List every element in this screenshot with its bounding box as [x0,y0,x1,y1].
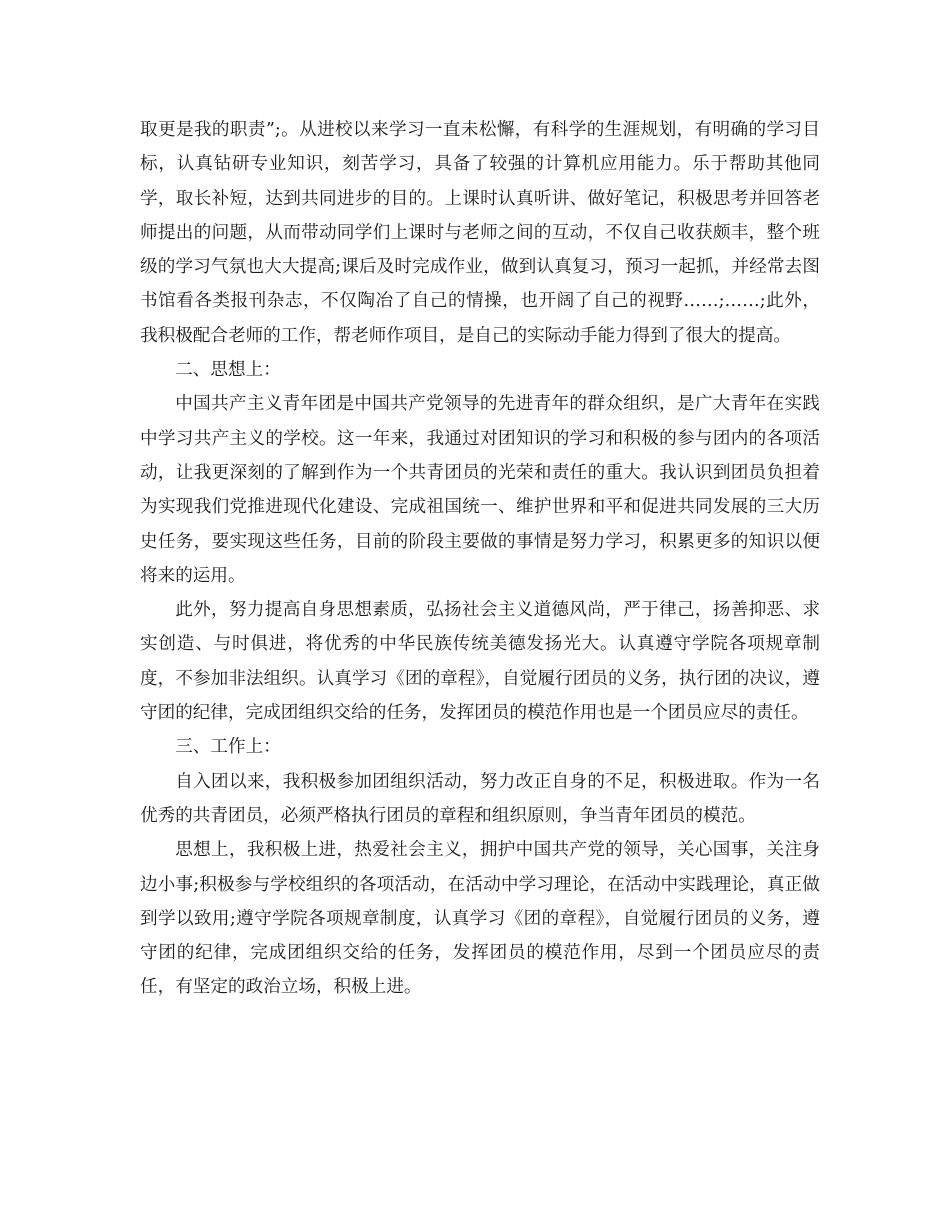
section-heading-work: 三、工作上： [175,737,281,758]
paragraph-work-thought: 思想上，我积极上进，热爱社会主义，拥护中国共产党的领导，关心国事，关注身边小事;积极参与学校组织的各项活动，在活动中学习理论，在活动中实践理论，真正做到学以致用;遵守学院各项规章制度，认真学习《团的章程》，自觉履行团员的义务，遵守团的纪律，完成团组织交给的任务，发挥团员的模范作用，尽到一个团员应尽的责任，有坚定的政治立场，积极上进。 [140,840,820,998]
paragraph-thought-morality: 此外，努力提高自身思想素质，弘扬社会主义道德风尚，严于律己，扬善抑恶、求实创造、与时俱进，将优秀的中华民族传统美德发扬光大。认真遵守学院各项规章制度，不参加非法组织。认真学习《团的章程》，自觉履行团员的义务，执行团的决议，遵守团的纪律，完成团组织交给的任务，发挥团员的模范作用也是一个团员应尽的责任。 [140,600,820,724]
paragraph-work-activities: 自入团以来，我积极参加团组织活动，努力改正自身的不足，积极进取。作为一名优秀的共青团员，必须严格执行团员的章程和组织原则，争当青年团员的模范。 [140,771,820,826]
section-heading-thought: 二、思想上： [175,360,281,381]
document-body [140,113,820,1005]
paragraph-thought-league: 中国共产主义青年团是中国共产党领导的先进青年的群众组织，是广大青年在实践中学习共产主义的学校。这一年来，我通过对团知识的学习和积极的参与团内的各项活动，让我更深刻的了解到作为一个共青团员的光荣和责任的重大。我认识到团员负担着为实现我们党推进现代化建设、完成祖国统一、维护世界和平和促进共同发展的三大历史任务，要实现这些任务，目前的阶段主要做的事情是努力学习，积累更多的知识以便将来的运用。 [140,394,820,586]
paragraph-study-continued: 取更是我的职责”;。从进校以来学习一直未松懈，有科学的生涯规划，有明确的学习目标，认真钻研专业知识，刻苦学习，具备了较强的计算机应用能力。乐于帮助其他同学，取长补短，达到共同进步的目的。上课时认真听讲、做好笔记，积极思考并回答老师提出的问题，从而带动同学们上课时与老师之间的互动，不仅自己收获颇丰，整个班级的学习气氛也大大提高;课后及时完成作业，做到认真复习，预习一起抓，并经常去图书馆看各类报刊杂志，不仅陶冶了自己的情操，也开阔了自己的视野……;……;此外，我积极配合老师的工作，帮老师作项目，是自己的实际动手能力得到了很大的提高。 [140,120,820,346]
